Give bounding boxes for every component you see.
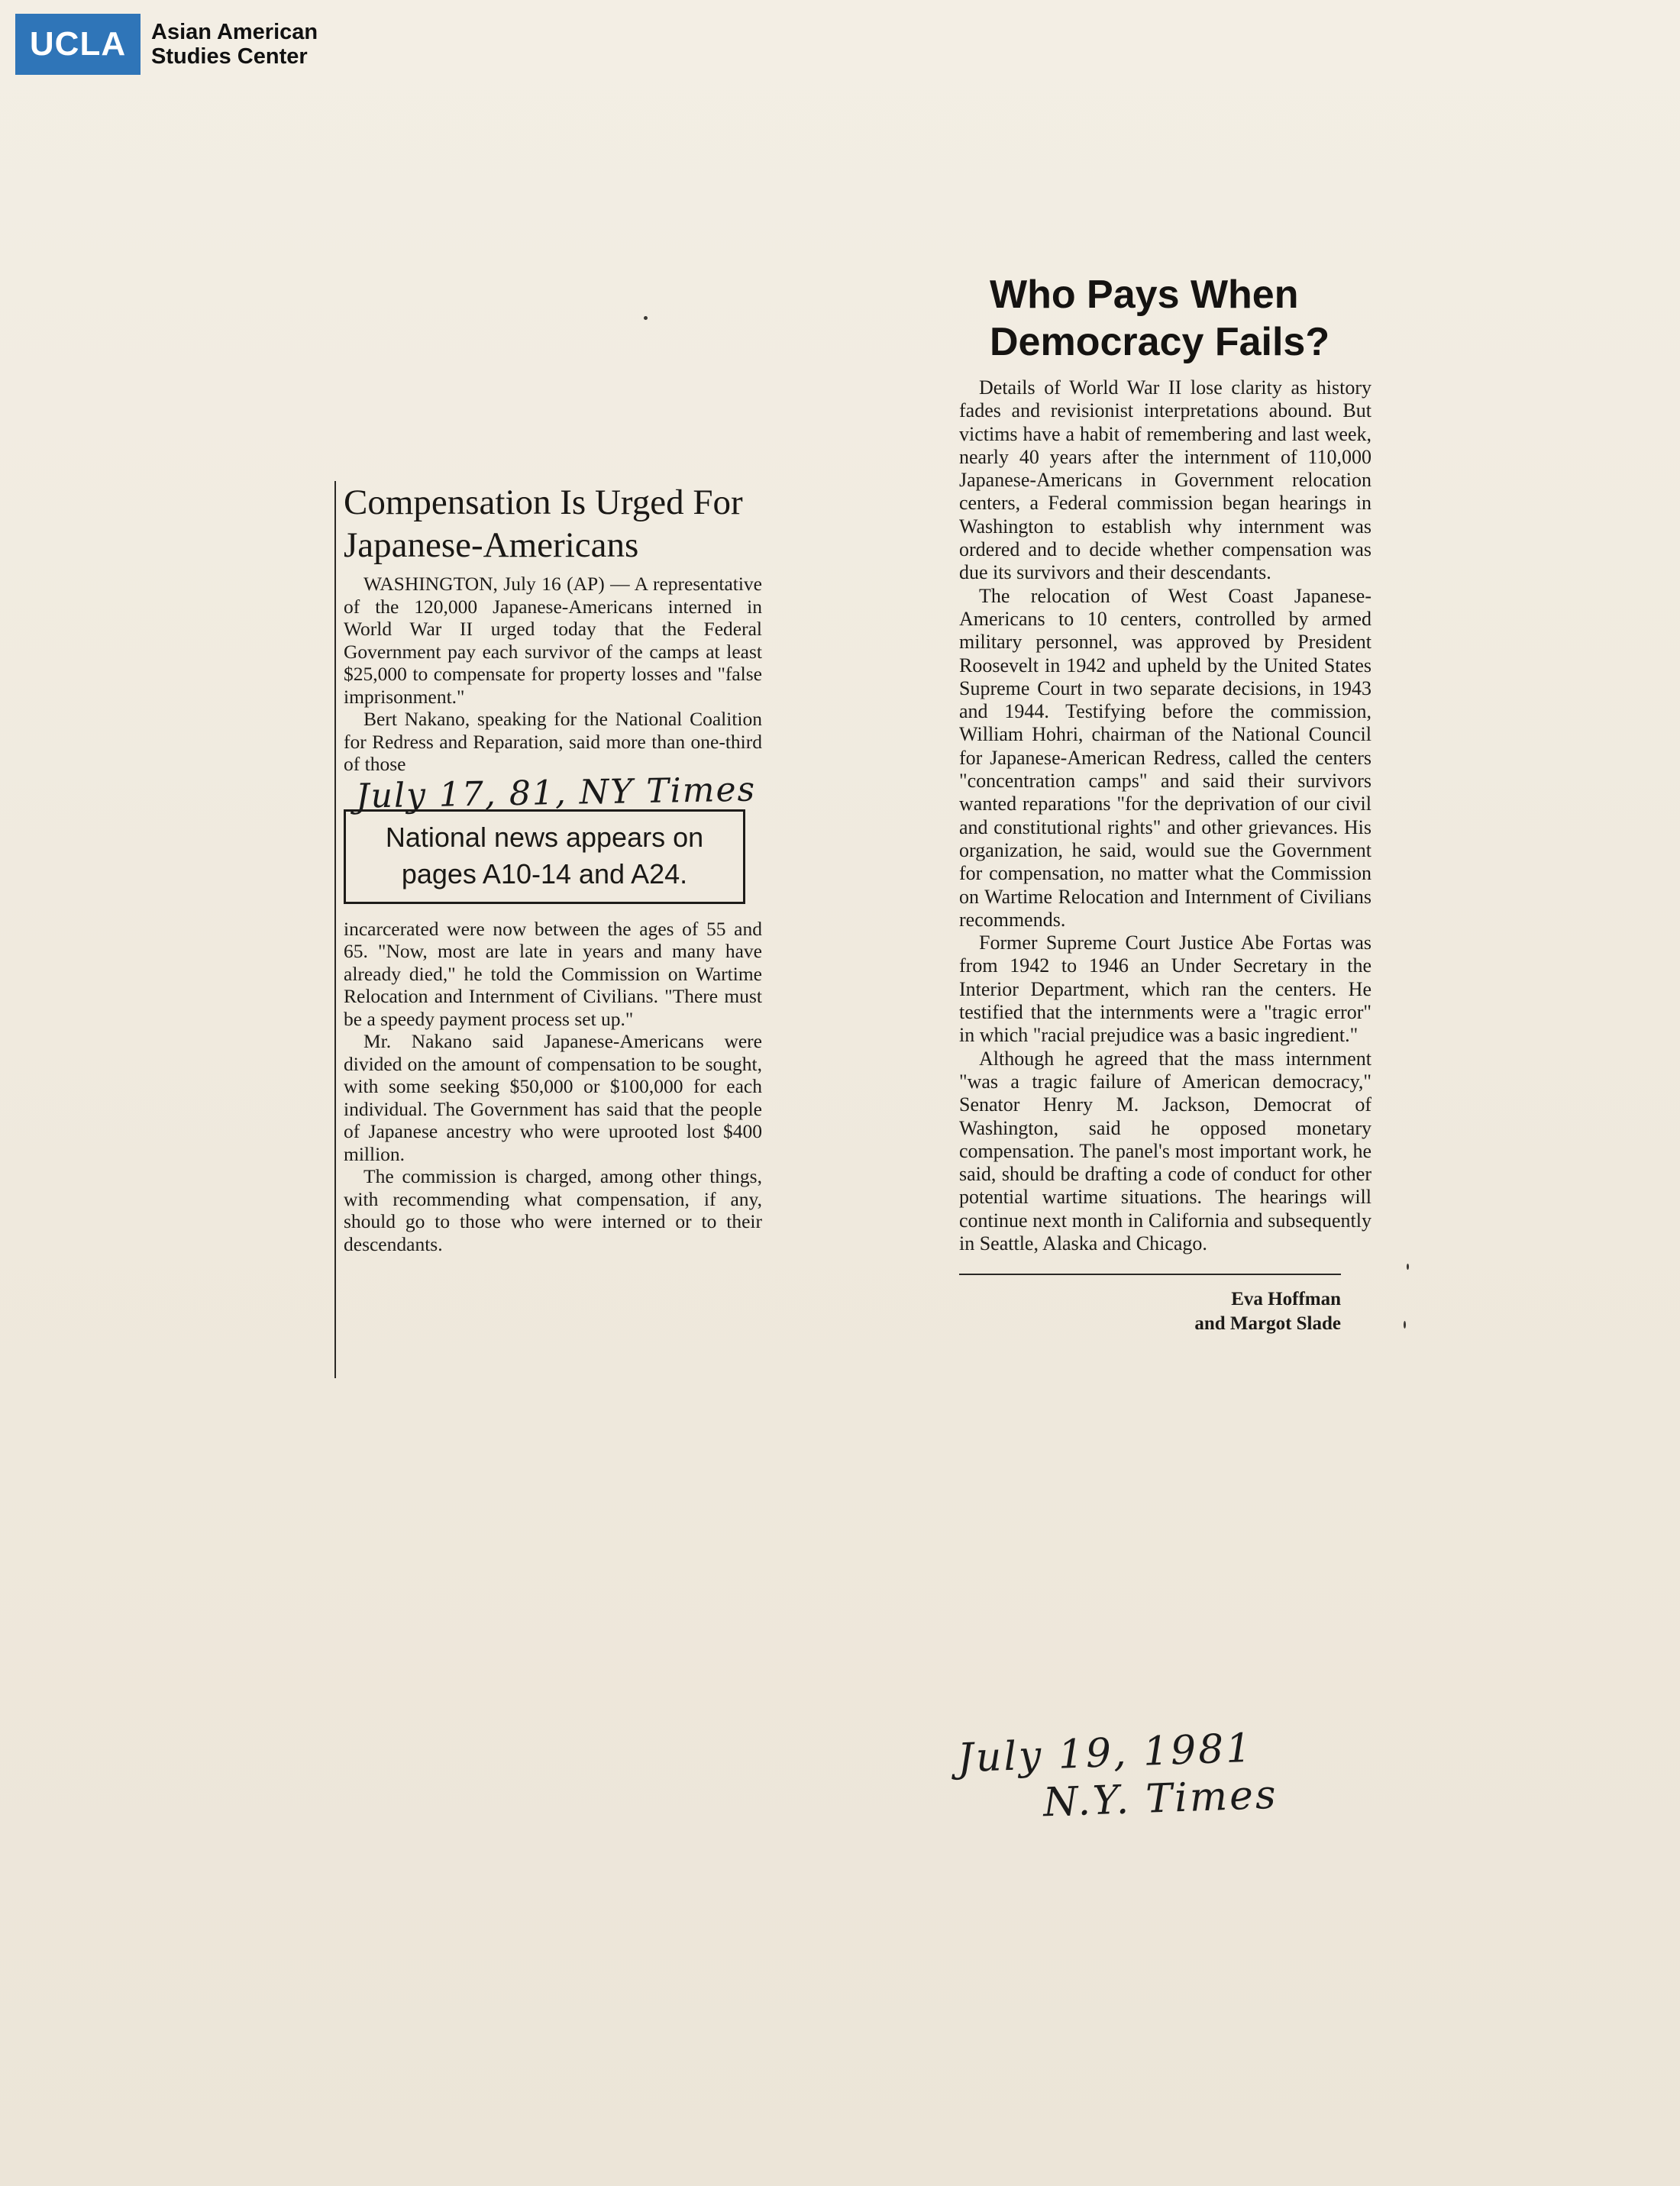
paragraph: WASHINGTON, July 16 (AP) — A representative of the 120,000 Japanese-Americans interned in World War II urged today that the Federal Government pay each survivor of the camps at least $25,000 to compensate for property losses and "false imprisonment." (344, 573, 762, 708)
paragraph: Former Supreme Court Justice Abe Fortas was from 1942 to 1946 an Under Secretary in the Interior Department, which ran the centers. He testified that the internments were a "tragic error" in which "racial prejudice was a basic ingredient." (959, 932, 1371, 1047)
handwritten-date (957, 1724, 1279, 1829)
notice-line: National news appears on (385, 821, 704, 853)
byline-line1: Eva Hoffman (1231, 1289, 1341, 1310)
right-headline-line2: Democracy Fails? (990, 320, 1330, 364)
left-body-bottom (344, 918, 762, 1256)
right-clipping (959, 271, 1371, 1336)
paragraph: Details of World War II lose clarity as history fades and revisionist interpretations abound. But victims have a habit of remembering and last week, nearly 40 years after the internment of 110,000 Japanese-Americans in Government relocation centers, a Federal commission began hearings in Washington to establish why internment was ordered and to decide whether compensation was due its survivors and their descendants. (959, 376, 1371, 584)
handwritten-date-line1: July 19, 1981 (956, 1725, 1255, 1782)
byline-rule (959, 1274, 1341, 1275)
byline-line2: and Margot Slade (1194, 1313, 1341, 1335)
right-body (959, 376, 1371, 1255)
right-headline (990, 271, 1371, 366)
speck (1407, 1264, 1409, 1270)
handwritten-date-line2: N.Y. Times (1042, 1771, 1279, 1826)
right-headline-line1: Who Pays When (990, 273, 1299, 317)
logo-caption-line2: Studies Center (151, 44, 308, 69)
ucla-logo (15, 14, 318, 75)
paragraph: incarcerated were now between the ages of 55 and 65. "Now, most are late in years and many have already died," he told the Commission on Wartime Relocation and Internment of Civilians. "There must be a speedy payment process set up." (344, 917, 762, 1030)
handwritten-note: July 17, 81, NY Times (355, 769, 757, 816)
notice-box (344, 809, 745, 904)
paragraph: The relocation of West Coast Japanese-Americans to 10 centers, controlled by armed military personnel, was approved by President Roosevelt in 1942 and upheld by the United States Supreme Court in two separate decisions, in 1943 and 1944. Testifying before the commission, William Hohri, chairman of the National Council for Japanese-American Redress, called the centers "concentration camps" and said their survivors wanted reparations "for the deprivation of our civil and constitutional rights" and other grievances. His organization, he said, would sue the Government for compensation, no matter what the Commission on Wartime Relocation and Internment of Civilians recommends. (959, 584, 1371, 931)
speck (1404, 1321, 1406, 1329)
paragraph: Bert Nakano, speaking for the National Coalition for Redress and Reparation, said more than one-third of those (344, 708, 762, 775)
left-headline: Compensation Is Urged For Japanese-Americans (344, 483, 743, 565)
logo-caption (151, 20, 318, 69)
ucla-logo-mark: UCLA (15, 14, 141, 75)
paragraph: Although he agreed that the mass internment "was a tragic failure of American democracy," Senator Henry M. Jackson, Democrat of Washington, said he opposed monetary compensation. The panel's most important work, he said, should be drafting a code of conduct for other potential wartime situations. The hearings will continue next month in California and subsequently in Seattle, Alaska and Chicago. (959, 1047, 1371, 1254)
column-rule (334, 481, 336, 1378)
logo-caption-line1: Asian American (151, 20, 318, 44)
paragraph: Mr. Nakano said Japanese-Americans were divided on the amount of compensation to be sought, with some seeking $50,000 or $100,000 for each individual. The Government has said that the people of Japanese ancestry who were uprooted lost $400 million. (344, 1030, 762, 1165)
byline (959, 1287, 1341, 1336)
notice-line: pages A10-14 and A24. (401, 857, 688, 890)
paragraph: The commission is charged, among other things, with recommending what compensation, if any, should go to those who were interned or to their descendants. (344, 1165, 762, 1255)
speck (644, 316, 648, 320)
left-clipping (334, 481, 762, 1255)
left-body-top (344, 573, 762, 776)
